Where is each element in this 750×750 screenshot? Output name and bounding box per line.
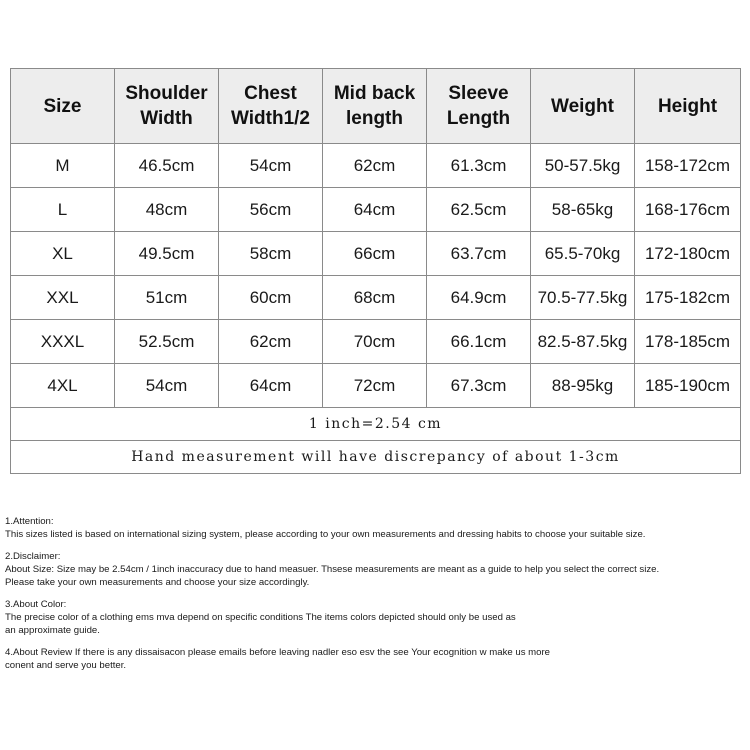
note-text: 4.About Review If there is any dissaisacon please emails before leaving nadler eso esv the see Your ecognition w make us more (5, 647, 551, 658)
header-label: Height (657, 95, 718, 117)
sleeve-length-cell: 62.5cm (427, 188, 531, 232)
header-label: Size (43, 95, 82, 117)
disclaimer-note (5, 550, 747, 589)
weight-cell: 70.5-77.5kg (531, 276, 635, 320)
header-mid-back-length (323, 69, 427, 144)
header-weight (531, 69, 635, 144)
sleeve-length-cell: 61.3cm (427, 144, 531, 188)
table-row (11, 188, 741, 232)
notes-section (5, 515, 747, 681)
header-size (11, 69, 115, 144)
weight-cell: 58-65kg (531, 188, 635, 232)
attention-note (5, 515, 747, 541)
note-title: 2.Disclaimer: (5, 551, 61, 562)
table-row (11, 276, 741, 320)
shoulder-width-cell: 49.5cm (115, 232, 219, 276)
weight-cell: 88-95kg (531, 364, 635, 408)
note-text: This sizes listed is based on international sizing system, please according to your own measurements and dressing habits to choose your suitable size. (5, 529, 646, 540)
shoulder-width-cell: 46.5cm (115, 144, 219, 188)
sleeve-length-cell: 66.1cm (427, 320, 531, 364)
mid-back-length-cell: 72cm (323, 364, 427, 408)
measurement-note-row (11, 441, 741, 474)
note-text: Please take your own measurements and choose your size accordingly. (5, 577, 310, 588)
height-cell: 185-190cm (635, 364, 741, 408)
table-row (11, 320, 741, 364)
conversion-note-row (11, 408, 741, 441)
chest-width-cell: 58cm (219, 232, 323, 276)
height-cell: 168-176cm (635, 188, 741, 232)
header-sleeve-length (427, 69, 531, 144)
chest-width-cell: 62cm (219, 320, 323, 364)
size-cell: L (11, 188, 115, 232)
note-text: About Size: Size may be 2.54cm / 1inch inaccuracy due to hand measuer. Thsese measurements are meant as a guide to help you select the correct size. (5, 564, 660, 575)
shoulder-width-cell: 48cm (115, 188, 219, 232)
shoulder-width-cell: 52.5cm (115, 320, 219, 364)
size-cell: M (11, 144, 115, 188)
mid-back-length-cell: 68cm (323, 276, 427, 320)
mid-back-length-cell: 66cm (323, 232, 427, 276)
mid-back-length-cell: 70cm (323, 320, 427, 364)
header-label: length (346, 108, 403, 129)
chest-width-cell: 56cm (219, 188, 323, 232)
weight-cell: 82.5-87.5kg (531, 320, 635, 364)
header-label: Width1/2 (231, 108, 310, 129)
header-height (635, 69, 741, 144)
mid-back-length-cell: 64cm (323, 188, 427, 232)
size-cell: 4XL (11, 364, 115, 408)
weight-cell: 50-57.5kg (531, 144, 635, 188)
header-label: Width (140, 108, 193, 129)
sleeve-length-cell: 63.7cm (427, 232, 531, 276)
chest-width-cell: 64cm (219, 364, 323, 408)
mid-back-length-cell: 62cm (323, 144, 427, 188)
header-label: Mid back (333, 83, 416, 104)
note-text: an approximate guide. (5, 625, 100, 636)
review-note (5, 646, 747, 672)
header-label: Sleeve (448, 83, 509, 104)
size-cell: XXL (11, 276, 115, 320)
sleeve-length-cell: 67.3cm (427, 364, 531, 408)
note-text: conent and serve you better. (5, 660, 127, 671)
chest-width-cell: 54cm (219, 144, 323, 188)
color-note (5, 598, 747, 637)
height-cell: 175-182cm (635, 276, 741, 320)
header-shoulder-width (115, 69, 219, 144)
size-cell: XL (11, 232, 115, 276)
header-row (11, 69, 741, 144)
header-label: Length (446, 108, 511, 129)
height-cell: 172-180cm (635, 232, 741, 276)
shoulder-width-cell: 51cm (115, 276, 219, 320)
size-chart-table (10, 68, 741, 474)
header-chest-width (219, 69, 323, 144)
header-label: Chest (244, 83, 297, 104)
size-cell: XXXL (11, 320, 115, 364)
note-title: 1.Attention: (5, 516, 54, 527)
table-row (11, 144, 741, 188)
header-label: Weight (551, 95, 614, 117)
table-row (11, 232, 741, 276)
conversion-note: 1 inch=2.54 cm (11, 408, 741, 441)
shoulder-width-cell: 54cm (115, 364, 219, 408)
note-text: The precise color of a clothing ems mva depend on specific conditions The items colors depicted should only be used as (5, 612, 516, 623)
note-title: 3.About Color: (5, 599, 67, 610)
weight-cell: 65.5-70kg (531, 232, 635, 276)
table-row (11, 364, 741, 408)
header-label: Shoulder (125, 83, 208, 104)
height-cell: 178-185cm (635, 320, 741, 364)
sleeve-length-cell: 64.9cm (427, 276, 531, 320)
height-cell: 158-172cm (635, 144, 741, 188)
measurement-note: Hand measurement will have discrepancy of about 1-3cm (11, 441, 741, 474)
chest-width-cell: 60cm (219, 276, 323, 320)
